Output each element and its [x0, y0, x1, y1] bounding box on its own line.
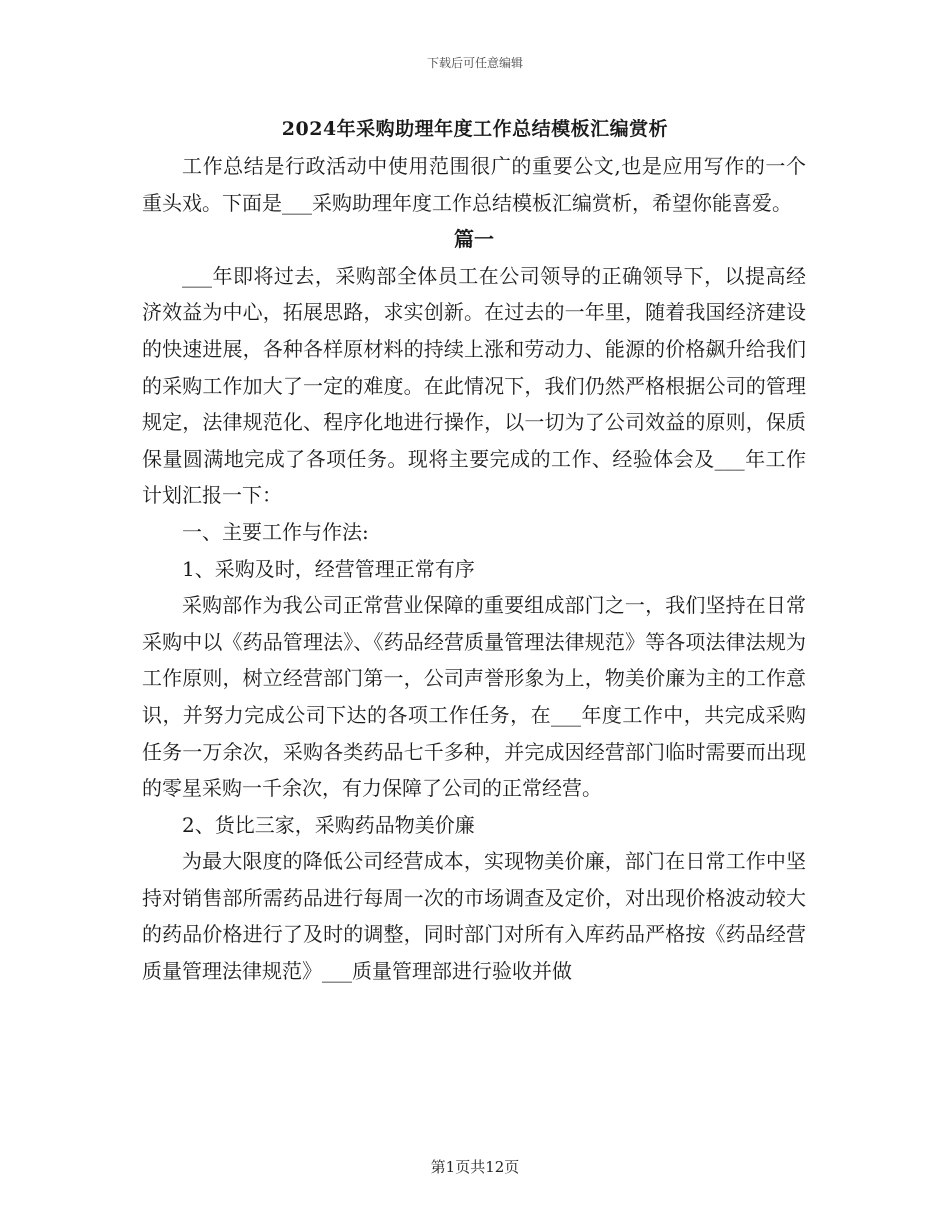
paragraph-1: ___年即将过去，采购部全体员工在公司领导的正确领导下，以提高经济效益为中心，拓展思路，求实创新。在过去的一年里，随着我国经济建设的快速进展，各种各样原材料的持续上涨和劳动力、能源的价格飙升给我们的采购工作加大了一定的难度。在此情况下，我们仍然严格根据公司的管理规定，法律规范化、程序化地进行操作，以一切为了公司效益的原则，保质保量圆满地完成了各项任务。现将主要完成的工作、经验体会及___年工作计划汇报一下：: [142, 263, 806, 508]
page-indicator: 第1页共12页: [430, 1158, 520, 1176]
section-heading: 篇一: [454, 227, 494, 252]
intro-paragraph: 工作总结是行政活动中使用范围很广的重要公文,也是应用写作的一个重头戏。下面是___采购助理年度工作总结模板汇编赏析，希望你能喜爱。: [142, 154, 806, 215]
document-title: 2024年采购助理年度工作总结模板汇编赏析: [281, 118, 669, 140]
item2-heading: 2、货比三家，采购药品物美价廉: [182, 812, 475, 837]
paragraph-3: 为最大限度的降低公司经营成本，实现物美价廉，部门在日常工作中坚持对销售部所需药品进行每周一次的市场调查及定价，对出现价格波动较大的药品价格进行了及时的调整，同时部门对所有入库药品严格按《药品经营质量管理法律规范》___质量管理部进行验收并做: [142, 849, 806, 984]
document-body: [142, 148, 806, 990]
item1-heading: 1、采购及时，经营管理正常有序: [182, 556, 475, 581]
paragraph-2: 采购部作为我公司正常营业保障的重要组成部门之一，我们坚持在日常采购中以《药品管理法》、《药品经营质量管理法律规范》等各项法律法规为工作原则，树立经营部门第一，公司声誉形象为上，物美价廉为主的工作意识，并努力完成公司下达的各项工作任务，在___年度工作中，共完成采购任务一万余次，采购各类药品七千多种，并完成因经营部门临时需要而出现的零星采购一千余次，有力保障了公司的正常经营。: [142, 593, 806, 801]
item-main-heading: 一、主要工作与作法:: [182, 519, 369, 544]
header-note: 下载后可任意编辑: [426, 56, 523, 70]
